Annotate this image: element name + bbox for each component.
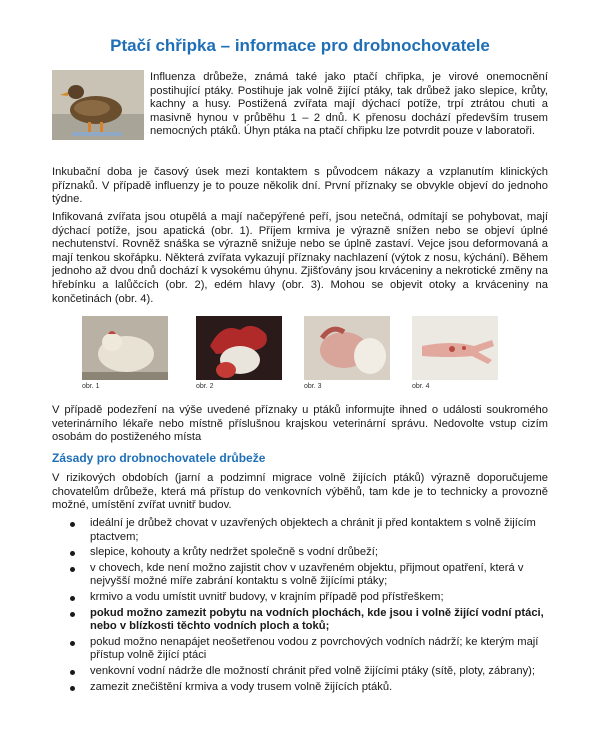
bullet-icon (70, 596, 75, 601)
figure-row (82, 316, 562, 396)
rules-heading: Zásady pro drobnochovatele drůbeže (52, 451, 266, 465)
bullet-icon (70, 686, 75, 691)
list-item-text: v chovech, kde není možno zajistit chov v uzavřeném objektu, přijmout opatření, která v nejvyšší možné míře zabrání kontaktu s volně žijícími ptáky; (90, 561, 524, 588)
list-item-text: pokud možno nenapájet neošetřenou vodou z povrchových vodních nádrží; ke kterým mají přístup volně žijící ptáci (90, 635, 539, 662)
figure-2 (196, 316, 282, 396)
list-item-text: ideální je drůbež chovat v uzavřených objektech a chránit ji před kontaktem s volně žijícím ptactvem; (90, 517, 536, 543)
list-item (52, 681, 552, 695)
figure-2-caption: obr. 2 (196, 383, 214, 390)
bullet-icon (70, 522, 75, 527)
bullet-icon (70, 567, 75, 572)
list-item (52, 517, 552, 544)
list-item (52, 562, 552, 589)
list-item-text: zamezit znečištění krmiva a vody trusem volně žijících ptáků. (90, 680, 393, 693)
bullet-icon (70, 551, 75, 556)
figure-1 (82, 316, 168, 396)
bullet-icon (70, 641, 75, 646)
figure-4 (412, 316, 498, 396)
list-item-text: slepice, kohouty a krůty nedržet společně s vodní drůbeží; (90, 546, 378, 559)
list-item (52, 636, 552, 663)
suspicion-paragraph: V případě podezření na výše uvedené příznaky u ptáků informujte ihned o události soukromého veterinárního lékaře nebo místně příslušnou krajskou veterinární správu. Nedovolte vstup cizím osobám do postiženého místa (52, 404, 548, 444)
figure-1-caption: obr. 1 (82, 383, 100, 390)
comb-hemorrhage-photo (196, 316, 282, 380)
figure-4-caption: obr. 4 (412, 383, 430, 390)
figure-3 (304, 316, 390, 396)
bullet-icon (70, 612, 75, 617)
symptoms-paragraph: Infikovaná zvířata jsou otupělá a mají načepýřené peří, jsou netečná, odmítají se pohybovat, mají dýchací potíže, jsou apatická (obr. 1). Příjem krmiva je výrazně snížen nebo se objeví úplné nechutenství. Rovněž snáška se výrazně snižuje nebo se úplně zastaví. Vejce jsou deformovaná a mají tenkou skořápku. Některá zvířata vykazují příznaky nachlazení (výtok z nosu, kýchání). Během jednoho až dvou dnů dochází k vysokému úhynu. Zjišťovány jsou krváceniny a nekrotické změny na hřebínku a lalůčcích (obr. 2), edém hlavy (obr. 3). Mohou se objevit otoky a krváceniny na končetinách (obr. 4). (52, 211, 548, 305)
head-edema-photo (304, 316, 390, 380)
intro-paragraph: Influenza drůbeže, známá také jako ptačí chřipka, je virové onemocnění postihující ptáky. Postihuje jak volně žijící ptáky, tak drůbež jako slepice, krůty, kachny a husy. Postižená zvířata mají dýchací potíže, trpí ztrátou chuti a masivně hynou v průběhu 1 – 2 dnů. K přenosu dochází především trusem nemocných ptáků. Úhyn ptáka na ptačí chřipku lze potvrdit pouze v laboratoři. (150, 71, 548, 138)
figure-3-caption: obr. 3 (304, 383, 322, 390)
list-item (52, 546, 552, 560)
list-item-text: pokud možno zamezit pobytu na vodních plochách, kde jsou i volně žijící vodní ptáci, nebo v blízkosti těchto vodních ploch a toků; (90, 606, 544, 633)
list-item-text: krmivo a vodu umístit uvnitř budovy, v krajním případě pod přístřeškem; (90, 590, 444, 603)
list-item-text: venkovní vodní nádrže dle možností chránit před volně žijícími ptáky (sítě, ploty, zábrany); (90, 664, 536, 677)
rules-list (52, 517, 552, 696)
bullet-icon (70, 670, 75, 675)
sick-chicken-photo (82, 316, 168, 380)
incubation-paragraph: Inkubační doba je časový úsek mezi kontaktem s původcem nákazy a vzplanutím klinických příznaků. V případě influenzy je to pouze několik dní. První příznaky se obvykle objeví do jednoho týdne. (52, 166, 548, 206)
duck-photo (52, 70, 144, 140)
list-item (52, 591, 552, 605)
list-item (52, 665, 552, 679)
rules-intro-paragraph: V rizikových obdobích (jarní a podzimní migrace volně žijících ptáků) výrazně doporučujeme chovatelům drůbeže, která má přístup do venkovních výběhů, tam kde je to technicky a provozně možné, umístění zvířat uvnitř budov. (52, 472, 548, 512)
leg-hemorrhage-photo (412, 316, 498, 380)
list-item (52, 607, 552, 634)
page-title: Ptačí chřipka – informace pro drobnochovatele (110, 36, 490, 55)
